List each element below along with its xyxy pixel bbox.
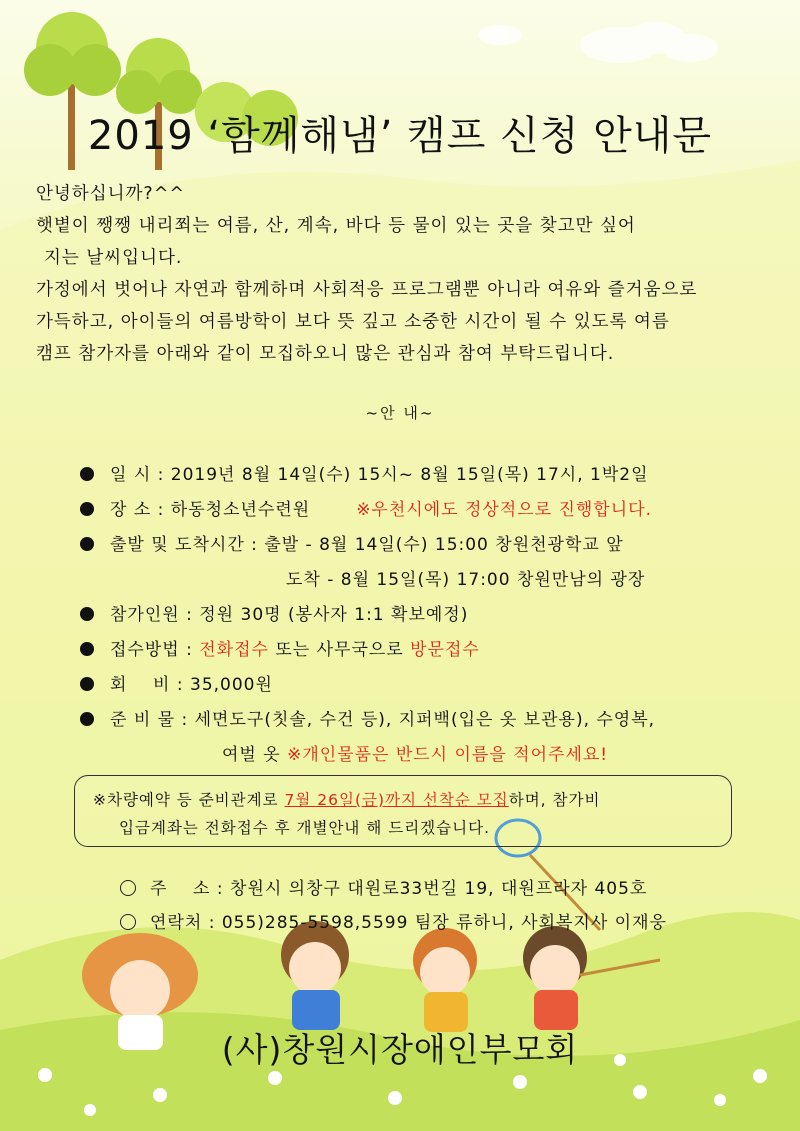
detail-place: 장 소 : 하동청소년수련원 ※우천시에도 정상적으로 진행합니다. bbox=[80, 493, 780, 528]
fee-value: 35,000원 bbox=[190, 675, 273, 695]
phone-value: 055)285-5598,5599 팀장 류하니, 사회복지사 이재웅 bbox=[221, 913, 667, 933]
bullet-icon bbox=[80, 677, 94, 691]
details-list bbox=[80, 458, 780, 773]
intro-line: 캠프 참가자를 아래와 같이 모집하오니 많은 관심과 참여 부탁드립니다. bbox=[36, 344, 615, 364]
bullet-icon bbox=[80, 712, 94, 726]
supplies-value: 세면도구(칫솔, 수건 등), 지퍼백(입은 옷 보관용), 수영복, bbox=[194, 710, 656, 730]
contact-address: 주 소 : 창원시 의창구 대원로33번길 19, 대원프라자 405호 bbox=[120, 872, 667, 906]
detail-fee: 회 비 : 35,000원 bbox=[80, 668, 780, 703]
arrive-value: 도착 - 8월 15일(목) 17:00 창원만남의 광장 bbox=[286, 570, 646, 590]
detail-capacity: 참가인원 : 정원 30명 (봉사자 1:1 확보예정) bbox=[80, 598, 780, 633]
date-value: 2019년 8월 14일(수) 15시~ 8월 15일(목) 17시, 1박2일 bbox=[170, 465, 649, 485]
detail-date: 일 시 : 2019년 8월 14일(수) 15시~ 8월 15일(목) 17시, 1박2일 bbox=[80, 458, 780, 493]
notice-box bbox=[74, 775, 732, 847]
supplies-value-2: 여벌 옷 bbox=[222, 745, 281, 765]
notice-line-1: ※차량예약 등 준비관계로 7월 26일(금)까지 선착순 모집하며, 참가비 bbox=[93, 791, 601, 809]
intro-line: 햇볕이 쨍쨍 내리쬐는 여름, 산, 계속, 바다 등 물이 있는 곳을 찾고만 싶어 bbox=[36, 216, 636, 236]
notice-line-2: 입금계좌는 전화접수 후 개별안내 해 드리겠습니다. bbox=[119, 819, 490, 837]
circle-bullet-icon bbox=[120, 880, 136, 896]
deadline: 7월 26일(금)까지 선착순 모집 bbox=[284, 791, 509, 809]
detail-schedule: 출발 및 도착시간 : 출발 - 8월 14일(수) 15:00 창원천광학교 앞 bbox=[80, 528, 780, 563]
intro-line: 가득하고, 아이들의 여름방학이 보다 뜻 깊고 소중한 시간이 될 수 있도록 여름 bbox=[36, 312, 670, 332]
organization-name: (사)창원시장애인부모회 bbox=[221, 1030, 579, 1069]
visit-registration: 방문접수 bbox=[410, 640, 480, 660]
phone-registration: 전화접수 bbox=[199, 640, 269, 660]
intro-line: 가정에서 벗어나 자연과 함께하며 사회적응 프로그램뿐 아니라 여유와 즐거움으로 bbox=[36, 280, 698, 300]
capacity-value: 정원 30명 (봉사자 1:1 확보예정) bbox=[199, 605, 469, 625]
detail-registration: 접수방법 : 전화접수 또는 사무국으로 방문접수 bbox=[80, 633, 780, 668]
bullet-icon bbox=[80, 642, 94, 656]
section-heading: ~안 내~ bbox=[365, 404, 435, 422]
circle-bullet-icon bbox=[120, 914, 136, 930]
bullet-icon bbox=[80, 537, 94, 551]
detail-schedule-arrive bbox=[80, 563, 780, 598]
bullet-icon bbox=[80, 502, 94, 516]
place-value: 하동청소년수련원 bbox=[170, 500, 311, 520]
intro-paragraph bbox=[36, 178, 776, 370]
intro-line: 안녕하십니까?^^ bbox=[36, 184, 186, 204]
bullet-icon bbox=[80, 607, 94, 621]
page-title: 2019 ‘함께해냄’ 캠프 신청 안내문 bbox=[87, 113, 713, 159]
address-value: 창원시 의창구 대원로33번길 19, 대원프라자 405호 bbox=[230, 879, 648, 899]
detail-supplies-cont bbox=[80, 738, 780, 773]
name-label-notice: ※개인물품은 반드시 이름을 적어주세요! bbox=[287, 745, 609, 765]
intro-line: 지는 날씨입니다. bbox=[44, 248, 183, 268]
cloud-illustration bbox=[478, 22, 718, 63]
depart-value: 출발 - 8월 14일(수) 15:00 창원천광학교 앞 bbox=[264, 535, 624, 555]
contact-info bbox=[120, 872, 667, 940]
detail-supplies: 준 비 물 : 세면도구(칫솔, 수건 등), 지퍼백(입은 옷 보관용), 수영복, bbox=[80, 703, 780, 738]
rain-notice: ※우천시에도 정상적으로 진행합니다. bbox=[356, 500, 652, 520]
bullet-icon bbox=[80, 467, 94, 481]
contact-phone: 연락처 : 055)285-5598,5599 팀장 류하니, 사회복지사 이재웅 bbox=[120, 906, 667, 940]
